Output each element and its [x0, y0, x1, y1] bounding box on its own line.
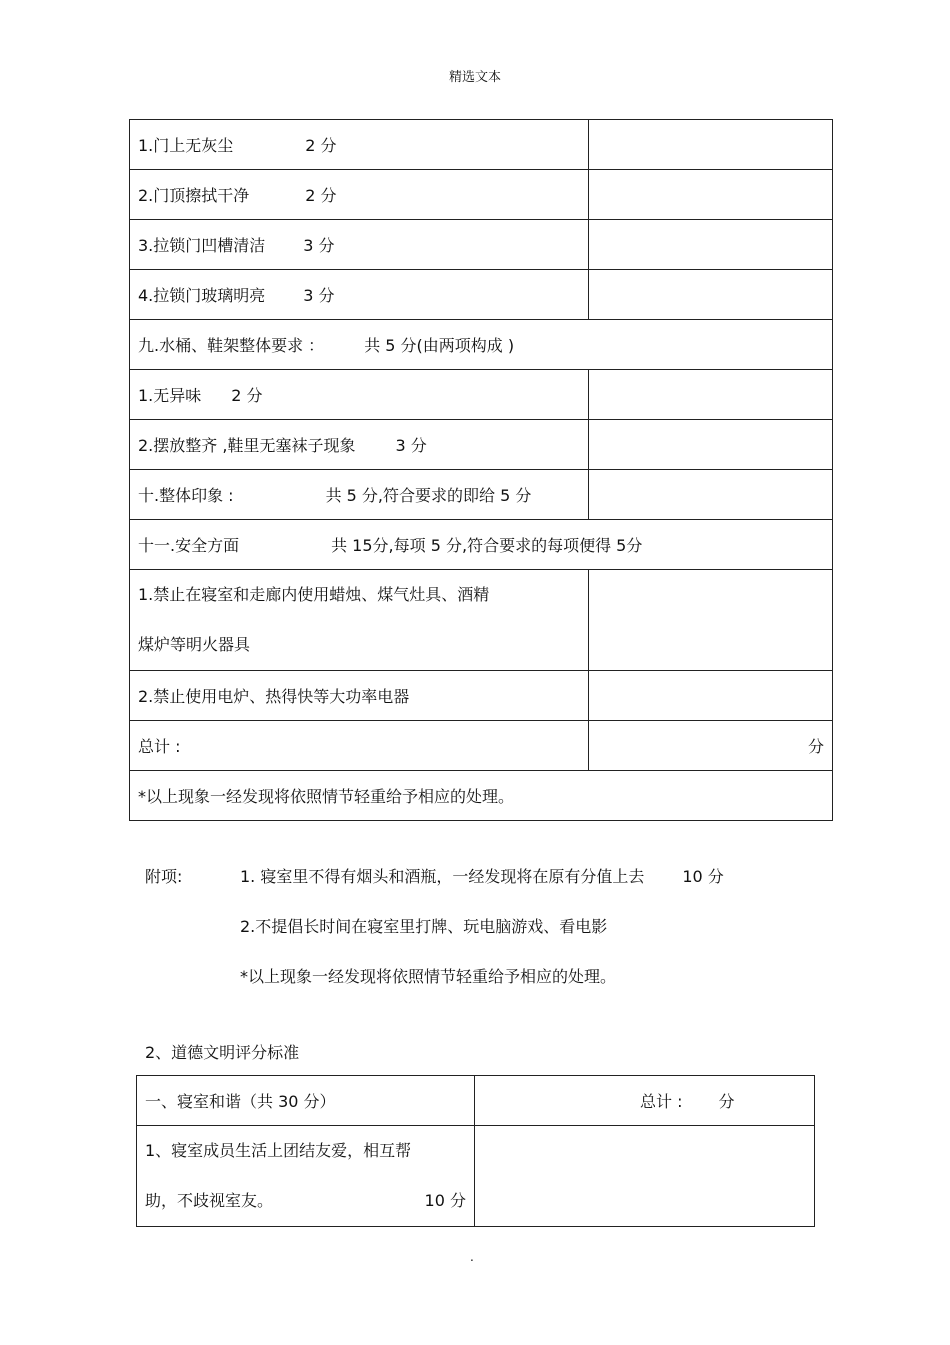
- table-row: [130, 520, 833, 570]
- section-title: 2、道德文明评分标准: [145, 1043, 300, 1062]
- annex-item-1-score: 10 分: [682, 867, 724, 886]
- item-score: 2 分: [231, 386, 263, 405]
- item-text: 2.门顶擦拭干净: [138, 186, 250, 205]
- table-row: [130, 671, 833, 721]
- item-score: 3 分: [395, 436, 427, 455]
- item-text: 1.门上无灰尘: [138, 136, 234, 155]
- table-row: [130, 220, 833, 270]
- section-score: 共 15分,每项 5 分,符合要求的每项便得 5分: [331, 536, 643, 555]
- table-row: [130, 570, 833, 671]
- score-cell: [589, 270, 833, 320]
- item-text: 1.无异味: [138, 386, 202, 405]
- item-score: 3 分: [303, 286, 335, 305]
- item-text: 3.拉锁门凹槽清洁: [138, 236, 266, 255]
- table-row: [130, 721, 833, 771]
- morality-table: [136, 1075, 815, 1227]
- item-text: 2.禁止使用电炉、热得快等大功率电器: [138, 687, 410, 706]
- table-row: [130, 470, 833, 520]
- total-unit: 分: [718, 1092, 735, 1111]
- section-score: 共 5 分,符合要求的即给 5 分: [325, 486, 532, 505]
- category-heading: 一、寝室和谐（共 30 分）: [145, 1092, 336, 1111]
- section-score: 共 5 分(由两项构成 ): [364, 336, 515, 355]
- footer-mark: .: [470, 1250, 474, 1264]
- annex-label: 附项:: [145, 867, 183, 886]
- table-row: [130, 120, 833, 170]
- score-cell: [589, 370, 833, 420]
- item-text-line2: 助，不歧视室友。: [145, 1191, 274, 1210]
- score-cell: [589, 570, 833, 671]
- total-unit: 分: [807, 737, 824, 756]
- table-row: [130, 420, 833, 470]
- score-cell: [589, 120, 833, 170]
- item-text: 4.拉锁门玻璃明亮: [138, 286, 266, 305]
- score-cell: [589, 170, 833, 220]
- item-score: 3 分: [303, 236, 335, 255]
- table-row: [130, 370, 833, 420]
- item-text-line2: 煤炉等明火器具: [138, 635, 251, 654]
- table-row: [130, 270, 833, 320]
- table-row: [130, 771, 833, 821]
- annex-note: *以上现象一经发现将依照情节轻重给予相应的处理。: [240, 967, 617, 986]
- table-row: [137, 1076, 815, 1126]
- note-text: *以上现象一经发现将依照情节轻重给予相应的处理。: [138, 787, 515, 806]
- section-heading: 十一.安全方面: [138, 536, 240, 555]
- score-cell: [589, 671, 833, 721]
- item-text-line1: 1.禁止在寝室和走廊内使用蜡烛、煤气灶具、酒精: [138, 585, 490, 604]
- item-text: 2.摆放整齐 ,鞋里无塞袜子现象: [138, 436, 356, 455]
- section-heading: 九.水桶、鞋架整体要求 ：: [138, 336, 325, 355]
- annex-item-1: 1. 寝室里不得有烟头和酒瓶，一经发现将在原有分值上去: [240, 867, 645, 886]
- total-label: 总计 :: [640, 1092, 683, 1111]
- page-header: 精选文本: [448, 70, 501, 85]
- item-score: 2 分: [305, 186, 337, 205]
- annex-item-2: 2.不提倡长时间在寝室里打牌、玩电脑游戏、看电影: [240, 917, 608, 936]
- score-cell: [589, 220, 833, 270]
- item-text-line1: 1、寝室成员生活上团结友爱，相互帮: [145, 1141, 412, 1160]
- item-score: 10 分: [424, 1191, 466, 1210]
- table-row: [130, 170, 833, 220]
- section-heading: 十.整体印象 :: [138, 486, 234, 505]
- score-cell: [475, 1126, 815, 1227]
- score-cell: [589, 420, 833, 470]
- item-score: 2 分: [305, 136, 337, 155]
- dorm-inspection-table: [129, 119, 833, 821]
- total-label: 总计 :: [138, 737, 181, 756]
- table-row: [137, 1126, 815, 1227]
- score-cell: [589, 470, 833, 520]
- table-row: [130, 320, 833, 370]
